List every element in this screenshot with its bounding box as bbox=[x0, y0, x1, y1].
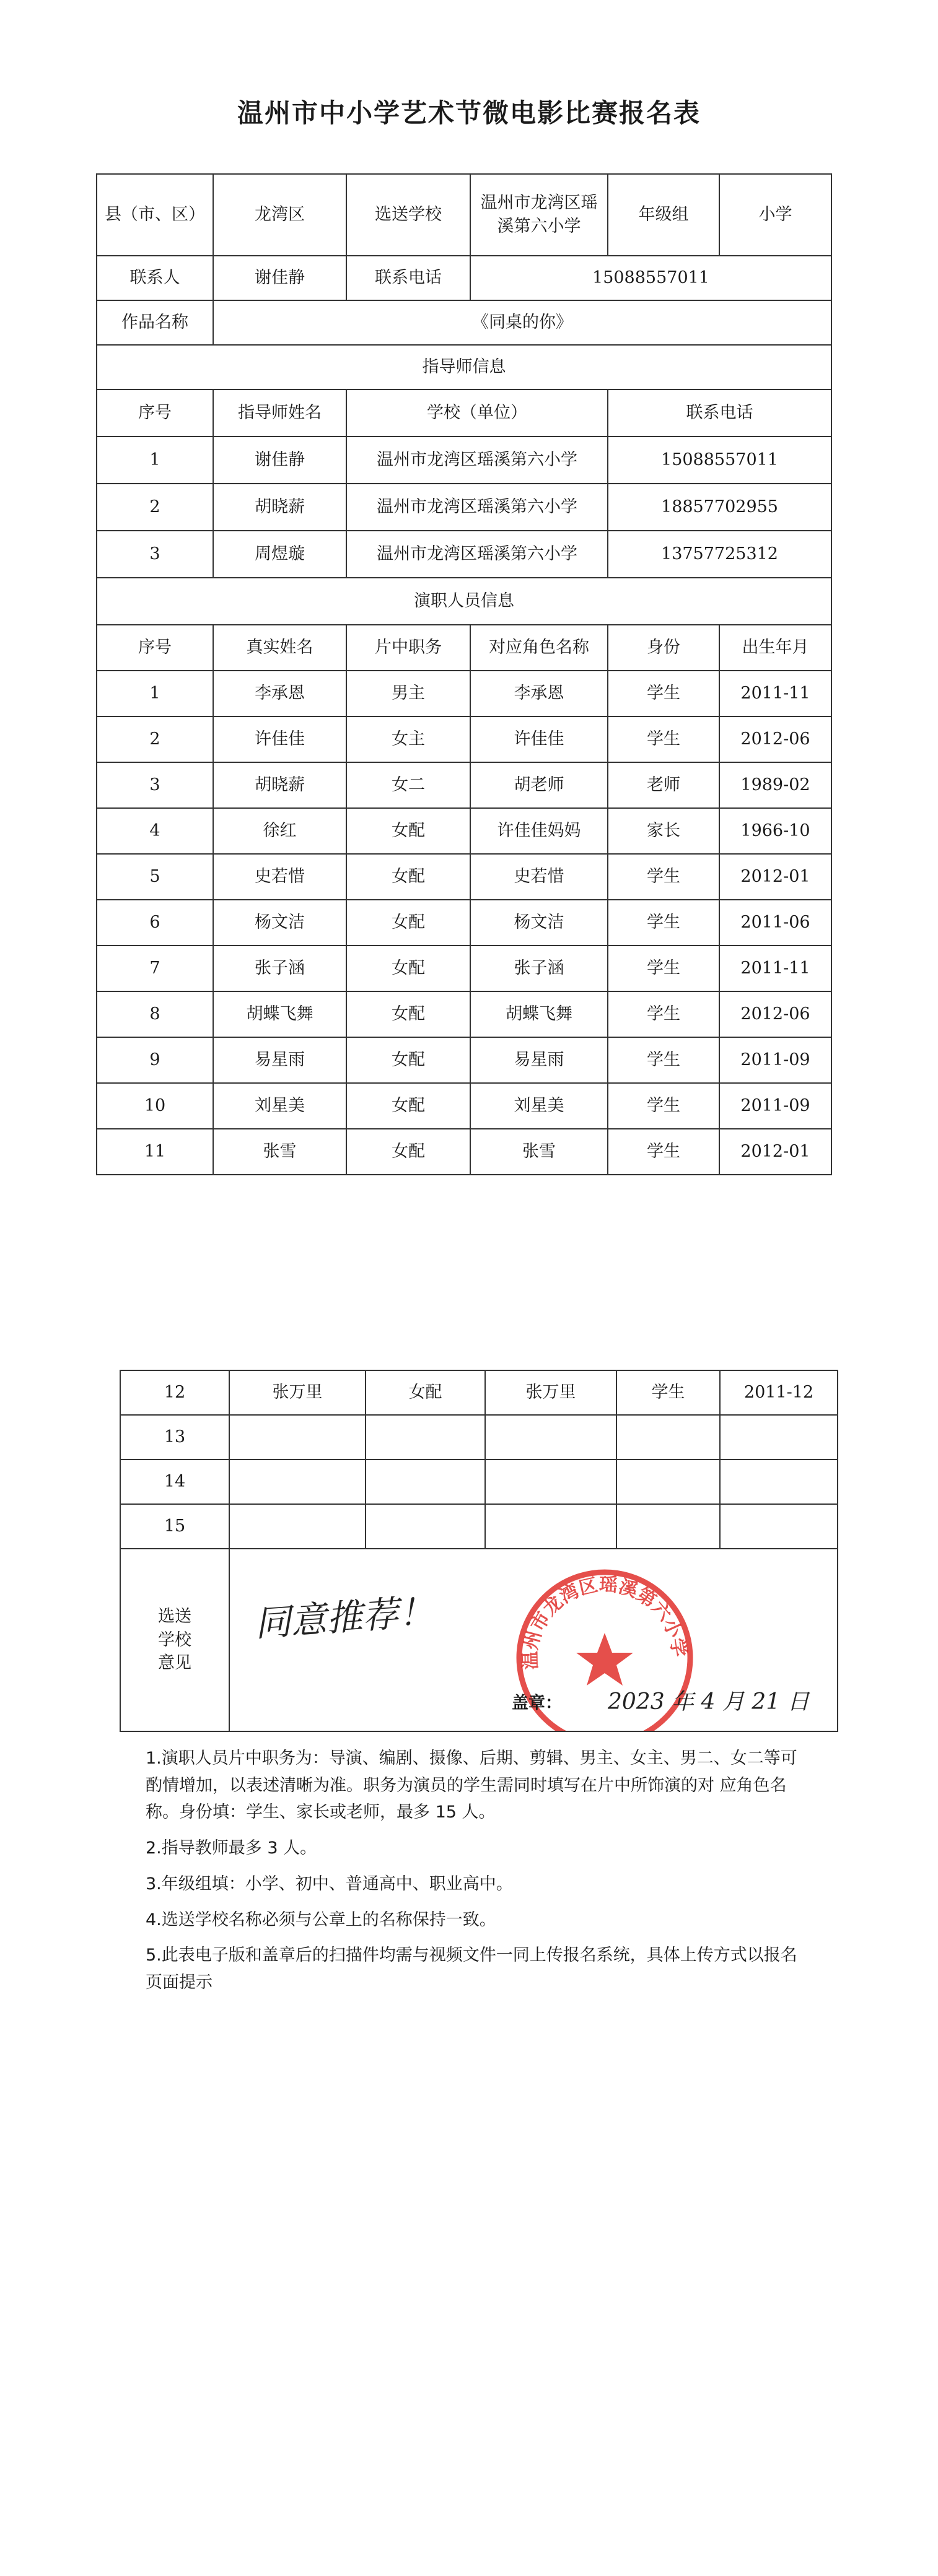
cast-cell bbox=[616, 1415, 720, 1460]
cast-cell: 胡蝶飞舞 bbox=[470, 991, 608, 1037]
opinion-cell bbox=[229, 1549, 838, 1731]
cast-cell: 易星雨 bbox=[470, 1037, 608, 1083]
cast-row bbox=[97, 1037, 831, 1083]
cast-cell: 张雪 bbox=[213, 1129, 346, 1175]
cast-cell: 13 bbox=[120, 1415, 229, 1460]
cast-row bbox=[120, 1504, 838, 1549]
cast-cell: 张雪 bbox=[470, 1129, 608, 1175]
cast-cell: 5 bbox=[97, 854, 213, 900]
cast-cell: 女二 bbox=[346, 762, 470, 808]
cast-cell: 2011-09 bbox=[719, 1083, 831, 1129]
teacher-header-cell: 联系电话 bbox=[608, 389, 831, 437]
cast-cell: 学生 bbox=[608, 854, 719, 900]
contact-label: 联系人 bbox=[97, 256, 213, 300]
cast-cell: 学生 bbox=[608, 1129, 719, 1175]
cast-cell bbox=[366, 1415, 485, 1460]
cast-cell bbox=[229, 1460, 366, 1504]
cast-cell: 女配 bbox=[346, 1129, 470, 1175]
cast-cell: 学生 bbox=[608, 1083, 719, 1129]
phone-value: 15088557011 bbox=[470, 256, 831, 300]
note-item: 3.年级组填：小学、初中、普通高中、职业高中。 bbox=[146, 1874, 513, 1894]
cast-cell: 许佳佳妈妈 bbox=[470, 808, 608, 854]
cast-cell: 2011-11 bbox=[719, 946, 831, 991]
cast-rows bbox=[97, 671, 831, 1175]
cast-cell: 学生 bbox=[608, 946, 719, 991]
cast-row bbox=[97, 716, 831, 762]
cast-cell: 许佳佳 bbox=[470, 716, 608, 762]
cast-cell: 女配 bbox=[346, 991, 470, 1037]
cast-cell: 杨文洁 bbox=[213, 900, 346, 946]
county-value: 龙湾区 bbox=[213, 174, 346, 256]
teacher-cell: 胡晓薪 bbox=[213, 484, 346, 531]
cast-cell: 9 bbox=[97, 1037, 213, 1083]
cast-cell bbox=[720, 1504, 838, 1549]
teacher-cell: 谢佳静 bbox=[213, 437, 346, 484]
cast-row bbox=[120, 1460, 838, 1504]
cast-cell: 10 bbox=[97, 1083, 213, 1129]
cast-cell: 家长 bbox=[608, 808, 719, 854]
cast-cell: 14 bbox=[120, 1460, 229, 1504]
cast-cell: 张万里 bbox=[485, 1370, 616, 1415]
form-title: 温州市中小学艺术节微电影比赛报名表 bbox=[237, 98, 701, 128]
grade-label: 年级组 bbox=[608, 174, 719, 256]
cast-header-cell: 片中职务 bbox=[346, 625, 470, 671]
teacher-cell: 3 bbox=[97, 531, 213, 578]
school-value: 温州市龙湾区瑶溪第六小学 bbox=[470, 174, 608, 256]
cast-cell: 女配 bbox=[366, 1370, 485, 1415]
cast-cell: 学生 bbox=[608, 716, 719, 762]
info-row-work bbox=[97, 300, 831, 345]
cast-header-cell: 对应角色名称 bbox=[470, 625, 608, 671]
cast-row bbox=[97, 671, 831, 716]
seal-label: 盖章： bbox=[512, 1694, 562, 1713]
cast-cell: 学生 bbox=[608, 1037, 719, 1083]
teacher-cell: 1 bbox=[97, 437, 213, 484]
cast-cell: 2011-06 bbox=[719, 900, 831, 946]
cast-cell: 6 bbox=[97, 900, 213, 946]
cast-cell: 2012-06 bbox=[719, 716, 831, 762]
cast-cell: 男主 bbox=[346, 671, 470, 716]
cast-cell: 学生 bbox=[608, 671, 719, 716]
note-item: 5.此表电子版和盖章后的扫描件均需与视频文件一同上传报名系统，具体上传方式以报名页面提示 bbox=[146, 1946, 797, 1993]
cast-cell: 2011-09 bbox=[719, 1037, 831, 1083]
teacher-cell: 18857702955 bbox=[608, 484, 831, 531]
opinion-label: 选送 学校 意见 bbox=[120, 1549, 229, 1731]
cast-cell: 史若惜 bbox=[470, 854, 608, 900]
cast-cell: 胡晓薪 bbox=[213, 762, 346, 808]
cast-cell: 1 bbox=[97, 671, 213, 716]
cast-cell: 学生 bbox=[616, 1370, 720, 1415]
teacher-cell: 15088557011 bbox=[608, 437, 831, 484]
cast-row bbox=[97, 991, 831, 1037]
cast-cell: 许佳佳 bbox=[213, 716, 346, 762]
cast-cell bbox=[616, 1504, 720, 1549]
cast-row bbox=[97, 808, 831, 854]
cast-row bbox=[97, 762, 831, 808]
cast-cell bbox=[366, 1504, 485, 1549]
cast-cell bbox=[616, 1460, 720, 1504]
cast-cell: 学生 bbox=[608, 991, 719, 1037]
teacher-cell: 温州市龙湾区瑶溪第六小学 bbox=[346, 531, 608, 578]
cast-header-cell: 出生年月 bbox=[719, 625, 831, 671]
handwritten-signature: 同意推荐！ bbox=[253, 1590, 436, 1645]
cast-cell: 11 bbox=[97, 1129, 213, 1175]
cast-cell: 女配 bbox=[346, 900, 470, 946]
opinion-row bbox=[120, 1549, 838, 1731]
cast-cell: 老师 bbox=[608, 762, 719, 808]
cast-cell: 胡蝶飞舞 bbox=[213, 991, 346, 1037]
cast-cell: 4 bbox=[97, 808, 213, 854]
signature-date: 2023 年 4 月 21 日 bbox=[608, 1689, 810, 1715]
cast-cell: 刘星美 bbox=[213, 1083, 346, 1129]
work-value: 《同桌的你》 bbox=[213, 300, 831, 345]
cast-cell bbox=[485, 1460, 616, 1504]
cast-cell bbox=[485, 1504, 616, 1549]
teacher-row bbox=[97, 531, 831, 578]
county-label: 县（市、区） bbox=[97, 174, 213, 256]
cast-cell: 女配 bbox=[346, 808, 470, 854]
cast-cell: 胡老师 bbox=[470, 762, 608, 808]
cast-header-row bbox=[97, 625, 831, 671]
note-item: 4.选送学校名称必须与公章上的名称保持一致。 bbox=[146, 1910, 496, 1930]
cast-row bbox=[97, 854, 831, 900]
cast-cell: 张万里 bbox=[229, 1370, 366, 1415]
cast-cell: 2011-12 bbox=[720, 1370, 838, 1415]
cast-cell: 2012-01 bbox=[719, 854, 831, 900]
registration-table-continued bbox=[120, 1370, 838, 1732]
cast-cell: 7 bbox=[97, 946, 213, 991]
teacher-cell: 2 bbox=[97, 484, 213, 531]
cast-cell: 女配 bbox=[346, 1037, 470, 1083]
cast-cell bbox=[366, 1460, 485, 1504]
cast-cell bbox=[229, 1415, 366, 1460]
teacher-section-row bbox=[97, 345, 831, 389]
cast-cell bbox=[720, 1460, 838, 1504]
cast-cell: 李承恩 bbox=[470, 671, 608, 716]
cast-row bbox=[120, 1415, 838, 1460]
cast-cell: 张子涵 bbox=[213, 946, 346, 991]
teacher-header-cell: 指导师姓名 bbox=[213, 389, 346, 437]
cast-cell: 1966-10 bbox=[719, 808, 831, 854]
info-row-school bbox=[97, 174, 831, 256]
cast-cell: 徐红 bbox=[213, 808, 346, 854]
cast-row bbox=[97, 1083, 831, 1129]
cast-cell: 刘星美 bbox=[470, 1083, 608, 1129]
teacher-section-title: 指导师信息 bbox=[97, 345, 831, 389]
note-item: 1.演职人员片中职务为：导演、编剧、摄像、后期、剪辑、男主、女主、男二、女二等可酌情增加，以表述清晰为准。职务为演员的学生需同时填写在片中所饰演的对 应角色名称。身份填：学生、家长或老师，最多 15 人。 bbox=[146, 1749, 797, 1822]
svg-text:温州市龙湾区瑶溪第六小学: 温州市龙湾区瑶溪第六小学 bbox=[519, 1573, 690, 1670]
cast-header-cell: 真实姓名 bbox=[213, 625, 346, 671]
cast-cell: 女配 bbox=[346, 1083, 470, 1129]
grade-value: 小学 bbox=[719, 174, 831, 256]
note-item: 2.指导教师最多 3 人。 bbox=[146, 1838, 317, 1858]
teacher-row bbox=[97, 437, 831, 484]
teacher-cell: 温州市龙湾区瑶溪第六小学 bbox=[346, 437, 608, 484]
cast-cell: 李承恩 bbox=[213, 671, 346, 716]
info-row-contact bbox=[97, 256, 831, 300]
teacher-cell: 13757725312 bbox=[608, 531, 831, 578]
cast-cell: 1989-02 bbox=[719, 762, 831, 808]
cast-cell: 12 bbox=[120, 1370, 229, 1415]
cast-cell: 易星雨 bbox=[213, 1037, 346, 1083]
cast-cell: 杨文洁 bbox=[470, 900, 608, 946]
cast-cell bbox=[485, 1415, 616, 1460]
cast-cell: 2 bbox=[97, 716, 213, 762]
cast-row bbox=[120, 1370, 838, 1415]
teacher-cell: 温州市龙湾区瑶溪第六小学 bbox=[346, 484, 608, 531]
cast-header-cell: 身份 bbox=[608, 625, 719, 671]
cast-row bbox=[97, 900, 831, 946]
notes-section bbox=[146, 1745, 802, 2005]
teacher-row bbox=[97, 484, 831, 531]
registration-table bbox=[96, 173, 832, 1175]
work-label: 作品名称 bbox=[97, 300, 213, 345]
cast-section-title: 演职人员信息 bbox=[97, 578, 831, 625]
cast-cell: 女配 bbox=[346, 946, 470, 991]
cast-cell: 2012-01 bbox=[719, 1129, 831, 1175]
cast-cell: 15 bbox=[120, 1504, 229, 1549]
teacher-header-cell: 序号 bbox=[97, 389, 213, 437]
cast-cell: 2011-11 bbox=[719, 671, 831, 716]
cast-cell: 学生 bbox=[608, 900, 719, 946]
cast-cell: 2012-06 bbox=[719, 991, 831, 1037]
teacher-header-cell: 学校（单位） bbox=[346, 389, 608, 437]
cast-cell: 张子涵 bbox=[470, 946, 608, 991]
contact-value: 谢佳静 bbox=[213, 256, 346, 300]
cast-cell: 女配 bbox=[346, 854, 470, 900]
cast-section-row bbox=[97, 578, 831, 625]
cast-header-cell: 序号 bbox=[97, 625, 213, 671]
cast-cell: 女主 bbox=[346, 716, 470, 762]
cast-cell: 8 bbox=[97, 991, 213, 1037]
cast-cell bbox=[720, 1415, 838, 1460]
teacher-header-row bbox=[97, 389, 831, 437]
cast-cell bbox=[229, 1504, 366, 1549]
cast-rows-continued bbox=[120, 1370, 838, 1549]
teacher-cell: 周煜璇 bbox=[213, 531, 346, 578]
school-label: 选送学校 bbox=[346, 174, 470, 256]
phone-label: 联系电话 bbox=[346, 256, 470, 300]
cast-cell: 史若惜 bbox=[213, 854, 346, 900]
cast-cell: 3 bbox=[97, 762, 213, 808]
cast-row bbox=[97, 1129, 831, 1175]
cast-row bbox=[97, 946, 831, 991]
